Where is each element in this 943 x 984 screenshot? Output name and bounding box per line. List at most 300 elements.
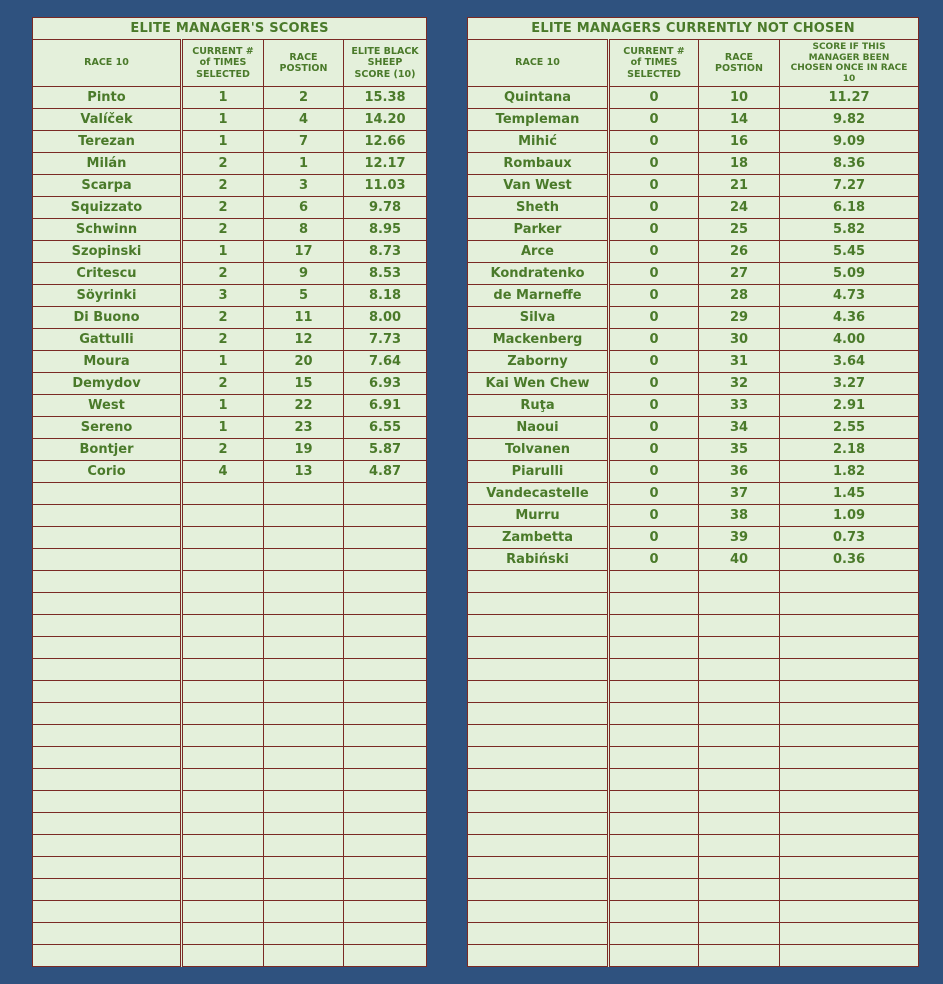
empty-cell (344, 593, 427, 615)
manager-name-cell: Terezan (33, 131, 182, 153)
manager-name-cell: Mackenberg (468, 329, 609, 351)
table-row (33, 131, 427, 153)
column-header-race: RACE 10 (468, 40, 609, 87)
race-position-cell: 37 (699, 483, 780, 505)
empty-cell (264, 615, 344, 637)
empty-cell (264, 747, 344, 769)
empty-table-row (468, 659, 919, 681)
score-cell: 1.82 (780, 461, 919, 483)
empty-cell (468, 747, 609, 769)
empty-table-row (33, 879, 427, 901)
table-row (468, 87, 919, 109)
empty-cell (182, 505, 264, 527)
empty-cell (609, 593, 699, 615)
times-selected-cell: 2 (182, 153, 264, 175)
empty-cell (182, 769, 264, 791)
empty-table-row (33, 857, 427, 879)
empty-table-row (33, 505, 427, 527)
times-selected-cell: 2 (182, 175, 264, 197)
empty-cell (344, 549, 427, 571)
race-position-cell: 14 (699, 109, 780, 131)
table-row (33, 329, 427, 351)
empty-cell (344, 835, 427, 857)
empty-table-row (33, 769, 427, 791)
score-cell: 4.87 (344, 461, 427, 483)
times-selected-cell: 0 (609, 461, 699, 483)
times-selected-cell: 2 (182, 263, 264, 285)
race-position-cell: 23 (264, 417, 344, 439)
race-position-cell: 36 (699, 461, 780, 483)
times-selected-cell: 2 (182, 197, 264, 219)
empty-table-row (468, 703, 919, 725)
empty-table-row (468, 571, 919, 593)
empty-cell (33, 857, 182, 879)
manager-name-cell: Murru (468, 505, 609, 527)
empty-cell (780, 835, 919, 857)
race-position-cell: 25 (699, 219, 780, 241)
empty-table-row (33, 725, 427, 747)
empty-table-row (468, 945, 919, 967)
table-row (468, 197, 919, 219)
empty-table-row (468, 835, 919, 857)
empty-cell (182, 835, 264, 857)
empty-cell (609, 945, 699, 967)
race-position-cell: 3 (264, 175, 344, 197)
elite-manager-scores-panel (32, 17, 426, 967)
times-selected-cell: 0 (609, 307, 699, 329)
empty-cell (264, 703, 344, 725)
race-position-cell: 11 (264, 307, 344, 329)
empty-cell (699, 857, 780, 879)
score-cell: 3.64 (780, 351, 919, 373)
score-cell: 3.27 (780, 373, 919, 395)
empty-cell (780, 747, 919, 769)
column-header-times-selected: CURRENT # of TIMES SELECTED (609, 40, 699, 87)
elite-managers-not-chosen-panel (467, 17, 918, 967)
empty-cell (344, 615, 427, 637)
score-cell: 12.66 (344, 131, 427, 153)
empty-cell (609, 923, 699, 945)
times-selected-cell: 1 (182, 87, 264, 109)
empty-cell (344, 637, 427, 659)
empty-table-row (33, 483, 427, 505)
empty-cell (33, 945, 182, 967)
table-row (33, 197, 427, 219)
empty-cell (609, 637, 699, 659)
empty-cell (33, 813, 182, 835)
column-header-times-selected: CURRENT # of TIMES SELECTED (182, 40, 264, 87)
empty-cell (780, 879, 919, 901)
empty-cell (609, 879, 699, 901)
score-cell: 7.73 (344, 329, 427, 351)
empty-cell (780, 681, 919, 703)
empty-cell (264, 813, 344, 835)
empty-table-row (33, 637, 427, 659)
score-cell: 6.93 (344, 373, 427, 395)
empty-cell (264, 483, 344, 505)
table-row (33, 351, 427, 373)
empty-table-row (33, 571, 427, 593)
table-row (33, 373, 427, 395)
times-selected-cell: 0 (609, 417, 699, 439)
empty-cell (468, 901, 609, 923)
empty-table-row (468, 813, 919, 835)
manager-name-cell: Rombaux (468, 153, 609, 175)
race-position-cell: 19 (264, 439, 344, 461)
empty-table-row (468, 769, 919, 791)
table-title: ELITE MANAGERS CURRENTLY NOT CHOSEN (468, 18, 919, 40)
score-cell: 8.73 (344, 241, 427, 263)
times-selected-cell: 1 (182, 351, 264, 373)
empty-cell (344, 791, 427, 813)
empty-cell (699, 615, 780, 637)
empty-cell (699, 571, 780, 593)
times-selected-cell: 0 (609, 131, 699, 153)
race-position-cell: 29 (699, 307, 780, 329)
manager-name-cell: Milán (33, 153, 182, 175)
race-position-cell: 15 (264, 373, 344, 395)
empty-cell (609, 681, 699, 703)
manager-name-cell: Piarulli (468, 461, 609, 483)
table-row (468, 329, 919, 351)
times-selected-cell: 0 (609, 549, 699, 571)
empty-cell (609, 703, 699, 725)
table-row (33, 263, 427, 285)
empty-cell (33, 835, 182, 857)
score-cell: 14.20 (344, 109, 427, 131)
score-cell: 2.91 (780, 395, 919, 417)
manager-name-cell: Parker (468, 219, 609, 241)
empty-cell (264, 857, 344, 879)
table-row (468, 439, 919, 461)
empty-table-row (33, 703, 427, 725)
times-selected-cell: 0 (609, 439, 699, 461)
table-row (468, 219, 919, 241)
empty-cell (344, 527, 427, 549)
times-selected-cell: 4 (182, 461, 264, 483)
times-selected-cell: 0 (609, 373, 699, 395)
race-position-cell: 33 (699, 395, 780, 417)
empty-table-row (33, 659, 427, 681)
empty-cell (264, 725, 344, 747)
empty-cell (468, 615, 609, 637)
empty-cell (344, 725, 427, 747)
empty-cell (699, 945, 780, 967)
score-cell: 9.82 (780, 109, 919, 131)
empty-cell (344, 483, 427, 505)
column-header-black-sheep-score: ELITE BLACK SHEEP SCORE (10) (344, 40, 427, 87)
empty-table-row (33, 813, 427, 835)
empty-cell (780, 593, 919, 615)
score-cell: 5.82 (780, 219, 919, 241)
empty-cell (33, 681, 182, 703)
score-cell: 9.78 (344, 197, 427, 219)
empty-cell (609, 615, 699, 637)
table-row (468, 461, 919, 483)
race-position-cell: 20 (264, 351, 344, 373)
empty-cell (609, 857, 699, 879)
race-position-cell: 30 (699, 329, 780, 351)
empty-cell (33, 703, 182, 725)
empty-cell (264, 549, 344, 571)
empty-cell (264, 879, 344, 901)
times-selected-cell: 2 (182, 219, 264, 241)
empty-table-row (468, 901, 919, 923)
times-selected-cell: 0 (609, 505, 699, 527)
table-row (468, 131, 919, 153)
manager-name-cell: Naoui (468, 417, 609, 439)
empty-table-row (33, 527, 427, 549)
empty-cell (344, 923, 427, 945)
race-position-cell: 24 (699, 197, 780, 219)
empty-cell (33, 747, 182, 769)
manager-name-cell: Mihić (468, 131, 609, 153)
table-row (33, 395, 427, 417)
elite-managers-not-chosen-table (467, 17, 919, 967)
race-position-cell: 40 (699, 549, 780, 571)
manager-name-cell: Sheth (468, 197, 609, 219)
race-position-cell: 35 (699, 439, 780, 461)
empty-cell (468, 703, 609, 725)
score-cell: 5.87 (344, 439, 427, 461)
manager-name-cell: Zambetta (468, 527, 609, 549)
table-row (33, 109, 427, 131)
table-row (468, 263, 919, 285)
empty-cell (264, 945, 344, 967)
manager-name-cell: Quintana (468, 87, 609, 109)
empty-cell (699, 791, 780, 813)
empty-table-row (33, 549, 427, 571)
score-cell: 7.64 (344, 351, 427, 373)
empty-cell (344, 857, 427, 879)
column-header-score-if-chosen: SCORE IF THIS MANAGER BEEN CHOSEN ONCE IN RACE 10 (780, 40, 919, 87)
table-row (33, 285, 427, 307)
score-cell: 1.45 (780, 483, 919, 505)
empty-cell (699, 637, 780, 659)
race-position-cell: 22 (264, 395, 344, 417)
empty-cell (780, 703, 919, 725)
manager-name-cell: Templeman (468, 109, 609, 131)
elite-manager-scores-table (32, 17, 427, 967)
race-position-cell: 2 (264, 87, 344, 109)
times-selected-cell: 0 (609, 241, 699, 263)
empty-cell (344, 747, 427, 769)
times-selected-cell: 1 (182, 131, 264, 153)
race-position-cell: 7 (264, 131, 344, 153)
column-header-race: RACE 10 (33, 40, 182, 87)
score-cell: 11.27 (780, 87, 919, 109)
empty-cell (609, 835, 699, 857)
manager-name-cell: Gattulli (33, 329, 182, 351)
manager-name-cell: Szopinski (33, 241, 182, 263)
empty-cell (699, 725, 780, 747)
empty-cell (699, 659, 780, 681)
times-selected-cell: 1 (182, 241, 264, 263)
score-cell: 5.09 (780, 263, 919, 285)
manager-name-cell: Söyrinki (33, 285, 182, 307)
manager-name-cell: Di Buono (33, 307, 182, 329)
score-cell: 4.73 (780, 285, 919, 307)
manager-name-cell: Bontjer (33, 439, 182, 461)
empty-cell (264, 791, 344, 813)
table-row (468, 285, 919, 307)
empty-cell (182, 923, 264, 945)
manager-name-cell: West (33, 395, 182, 417)
table-row (33, 461, 427, 483)
empty-cell (182, 593, 264, 615)
manager-name-cell: de Marneffe (468, 285, 609, 307)
times-selected-cell: 0 (609, 483, 699, 505)
manager-name-cell: Squizzato (33, 197, 182, 219)
empty-cell (182, 549, 264, 571)
empty-cell (33, 593, 182, 615)
race-position-cell: 26 (699, 241, 780, 263)
manager-name-cell: Corio (33, 461, 182, 483)
empty-cell (780, 923, 919, 945)
elite-manager-scores-body (33, 87, 427, 967)
table-title: ELITE MANAGER'S SCORES (33, 18, 427, 40)
manager-name-cell: Vandecastelle (468, 483, 609, 505)
times-selected-cell: 2 (182, 439, 264, 461)
table-row (468, 351, 919, 373)
empty-cell (344, 769, 427, 791)
empty-cell (344, 945, 427, 967)
race-position-cell: 28 (699, 285, 780, 307)
race-position-cell: 4 (264, 109, 344, 131)
empty-cell (780, 637, 919, 659)
empty-table-row (468, 615, 919, 637)
score-cell: 2.18 (780, 439, 919, 461)
empty-cell (344, 813, 427, 835)
empty-cell (182, 813, 264, 835)
table-row (33, 307, 427, 329)
table-row (468, 373, 919, 395)
empty-table-row (33, 945, 427, 967)
table-row (33, 439, 427, 461)
table-row (33, 241, 427, 263)
empty-cell (780, 615, 919, 637)
empty-cell (182, 857, 264, 879)
empty-table-row (468, 593, 919, 615)
table-row (468, 109, 919, 131)
empty-table-row (468, 923, 919, 945)
empty-table-row (468, 791, 919, 813)
empty-cell (182, 747, 264, 769)
empty-cell (264, 659, 344, 681)
empty-cell (609, 769, 699, 791)
elite-managers-not-chosen-body (468, 87, 919, 967)
empty-table-row (468, 747, 919, 769)
score-cell: 4.00 (780, 329, 919, 351)
times-selected-cell: 1 (182, 109, 264, 131)
empty-cell (264, 637, 344, 659)
empty-cell (699, 703, 780, 725)
race-position-cell: 18 (699, 153, 780, 175)
empty-table-row (468, 857, 919, 879)
empty-cell (182, 791, 264, 813)
table-row (468, 483, 919, 505)
empty-cell (780, 813, 919, 835)
times-selected-cell: 3 (182, 285, 264, 307)
score-cell: 11.03 (344, 175, 427, 197)
times-selected-cell: 0 (609, 351, 699, 373)
empty-cell (182, 483, 264, 505)
empty-cell (780, 571, 919, 593)
times-selected-cell: 1 (182, 417, 264, 439)
score-cell: 0.36 (780, 549, 919, 571)
empty-cell (182, 659, 264, 681)
score-cell: 7.27 (780, 175, 919, 197)
times-selected-cell: 0 (609, 175, 699, 197)
empty-cell (182, 571, 264, 593)
empty-cell (780, 769, 919, 791)
race-position-cell: 27 (699, 263, 780, 285)
manager-name-cell: Tolvanen (468, 439, 609, 461)
manager-name-cell: Arce (468, 241, 609, 263)
empty-table-row (33, 835, 427, 857)
empty-cell (468, 571, 609, 593)
empty-cell (699, 923, 780, 945)
manager-name-cell: Scarpa (33, 175, 182, 197)
table-row (468, 175, 919, 197)
race-position-cell: 12 (264, 329, 344, 351)
score-cell: 2.55 (780, 417, 919, 439)
race-position-cell: 17 (264, 241, 344, 263)
empty-cell (344, 571, 427, 593)
times-selected-cell: 0 (609, 263, 699, 285)
empty-cell (344, 505, 427, 527)
race-position-cell: 8 (264, 219, 344, 241)
race-position-cell: 9 (264, 263, 344, 285)
times-selected-cell: 2 (182, 307, 264, 329)
table-row (468, 417, 919, 439)
empty-cell (780, 659, 919, 681)
table-row (468, 549, 919, 571)
empty-cell (699, 835, 780, 857)
empty-cell (609, 571, 699, 593)
empty-cell (344, 681, 427, 703)
empty-cell (264, 505, 344, 527)
table-row (468, 395, 919, 417)
empty-cell (468, 681, 609, 703)
empty-cell (609, 659, 699, 681)
score-cell: 8.00 (344, 307, 427, 329)
race-position-cell: 10 (699, 87, 780, 109)
empty-cell (780, 945, 919, 967)
table-row (33, 417, 427, 439)
empty-cell (699, 747, 780, 769)
empty-cell (780, 791, 919, 813)
empty-cell (780, 901, 919, 923)
times-selected-cell: 0 (609, 395, 699, 417)
empty-cell (468, 659, 609, 681)
empty-cell (33, 769, 182, 791)
empty-cell (344, 879, 427, 901)
empty-cell (182, 879, 264, 901)
table-row (468, 527, 919, 549)
manager-name-cell: Kai Wen Chew (468, 373, 609, 395)
empty-cell (33, 923, 182, 945)
times-selected-cell: 2 (182, 329, 264, 351)
empty-cell (264, 527, 344, 549)
empty-cell (468, 879, 609, 901)
empty-cell (344, 901, 427, 923)
race-position-cell: 6 (264, 197, 344, 219)
empty-cell (344, 659, 427, 681)
empty-cell (264, 571, 344, 593)
empty-table-row (33, 901, 427, 923)
table-row (468, 307, 919, 329)
